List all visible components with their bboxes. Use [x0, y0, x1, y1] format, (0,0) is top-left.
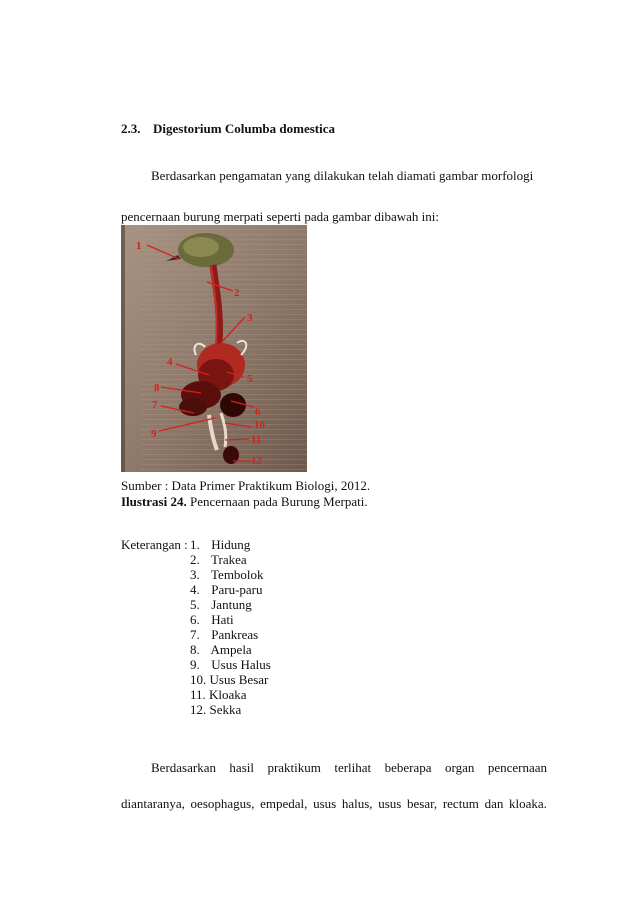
legend-item: 5. Jantung [190, 597, 252, 612]
figure-caption [121, 494, 368, 510]
intro-paragraph [121, 166, 534, 227]
section-number: 2.3. [121, 121, 141, 136]
conclusion-line-1: Berdasarkan hasil praktikum terlihat beberapa organ pencernaan [151, 760, 547, 775]
figure-label-7: 7 [152, 399, 158, 411]
figure-label-9: 9 [151, 428, 157, 440]
legend-item: 9. Usus Halus [190, 657, 271, 672]
conclusion-paragraph [121, 760, 547, 812]
legend-item: 7. Pankreas [190, 627, 259, 642]
figure-label-11: 11 [251, 434, 262, 446]
intro-line-2: pencernaan burung merpati seperti pada gambar dibawah ini: [121, 209, 440, 224]
photo-illustration [121, 225, 307, 472]
figure-caption-prefix: Ilustrasi 24. [121, 494, 187, 509]
figure-label-1: 1 [136, 240, 142, 252]
figure-label-8: 8 [154, 382, 160, 394]
figure-label-5: 5 [247, 373, 253, 385]
conclusion-line-2: diantaranya, oesophagus, empedal, usus halus, usus besar, rectum dan kloaka. [121, 796, 547, 811]
figure-label-4: 4 [167, 356, 173, 368]
legend-item: 6. Hati [190, 612, 234, 627]
figure-label-12: 12 [251, 455, 262, 467]
figure-source: Sumber : Data Primer Praktikum Biologi, 2012. [121, 478, 371, 493]
legend-item: 10. Usus Besar [190, 672, 269, 687]
figure-label-10: 10 [254, 419, 265, 431]
figure-label-3: 3 [247, 312, 253, 324]
section-heading [121, 121, 335, 137]
pigeon-digestive-photo [121, 225, 307, 472]
section-title: Digestorium Columba domestica [153, 121, 335, 136]
legend-list [190, 537, 271, 717]
legend-title: Keterangan : [121, 537, 188, 552]
legend-item: 12. Sekka [190, 702, 242, 717]
legend-item: 11. Kloaka [190, 687, 247, 702]
legend-item: 4. Paru-paru [190, 582, 263, 597]
figure-label-2: 2 [234, 287, 240, 299]
legend-item: 3. Tembolok [190, 567, 264, 582]
legend-item: 2. Trakea [190, 552, 247, 567]
legend-item: 8. Ampela [190, 642, 252, 657]
intro-line-1: Berdasarkan pengamatan yang dilakukan telah diamati gambar morfologi [151, 168, 534, 183]
figure-caption-text: Pencernaan pada Burung Merpati. [186, 494, 368, 509]
legend-item: 1. Hidung [190, 537, 251, 552]
figure-label-6: 6 [255, 406, 261, 418]
